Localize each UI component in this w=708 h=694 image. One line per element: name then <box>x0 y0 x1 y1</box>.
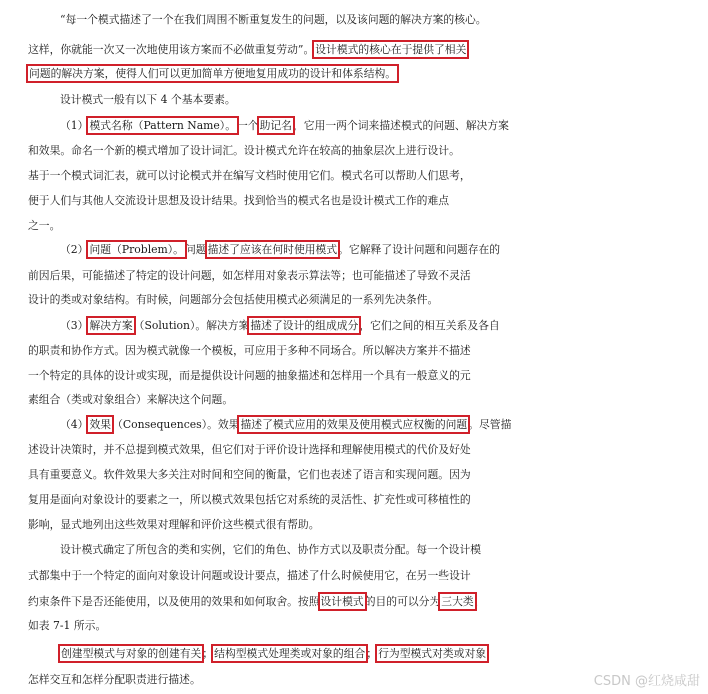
text-segment: 。它解释了设计问题和问题存在的 <box>338 243 501 256</box>
text-segment: 基于一个模式词汇表，就可以讨论模式并在编写文档时使用它们。模式名可以帮助人们思考， <box>28 169 471 182</box>
text-line <box>0 86 708 114</box>
text-line <box>0 112 708 140</box>
text-segment: 之一。 <box>28 219 61 232</box>
text-segment: （4） <box>60 418 89 431</box>
text-segment: 一个 <box>237 119 259 132</box>
text-line <box>0 562 708 590</box>
text-line <box>0 640 708 668</box>
highlighted-phrase: 问题的解决方案，使得人们可以更加简单方便地复用成功的设计和体系结构。 <box>29 67 397 80</box>
text-line <box>0 6 708 34</box>
text-segment: 复用是面向对象设计的要素之一，所以模式效果包括它对系统的灵活性、扩充性或可移植性的 <box>28 493 471 506</box>
text-segment: 式都集中于一个特定的面向对象设计问题或设计要点，描述了什么时候使用它，在另一些设计 <box>28 569 471 582</box>
text-line <box>0 337 708 365</box>
highlighted-phrase: 描述了应该在何时使用模式 <box>207 243 338 256</box>
text-segment: ，它用一两个词来描述模式的问题、解决方案 <box>292 119 509 132</box>
text-segment: 前因后果，可能描述了特定的设计问题，如怎样用对象表示算法等；也可能描述了导致不灵活 <box>28 269 471 282</box>
highlighted-phrase: 三大类 <box>441 595 474 608</box>
watermark: CSDN @红烧咸甜 <box>593 674 700 689</box>
text-line <box>0 236 708 264</box>
highlighted-phrase: 行为型模式对类或对象 <box>378 647 487 660</box>
text-segment: ； <box>202 647 214 660</box>
text-segment: 的职责和协作方式。因为模式就像一个模板，可应用于多种不同场合。所以解决方案并不描述 <box>28 344 471 357</box>
text-line <box>0 312 708 340</box>
text-segment: （Solution）。解决方案 <box>133 319 250 332</box>
text-segment: 便于人们与其他人交流设计思想及设计结果。找到恰当的模式名也是设计模式工作的难点 <box>28 194 450 207</box>
text-segment: 问题 <box>184 243 207 256</box>
text-segment: ； <box>366 647 378 660</box>
text-segment: 设计模式一般有以下 4 个基本要素。 <box>60 93 236 106</box>
text-segment: 设计模式确定了所包含的类和实例，它们的角色、协作方式以及职责分配。每一个设计模 <box>60 543 482 556</box>
highlighted-phrase: 描述了设计的组成成分 <box>250 319 359 332</box>
text-segment: （3） <box>60 319 89 332</box>
text-segment: ，它们之间的相互关系及各自 <box>359 319 500 332</box>
text-segment: 怎样交互和怎样分配职责进行描述。 <box>28 673 201 686</box>
text-segment: 素组合（类或对象组合）来解决这个问题。 <box>28 393 234 406</box>
highlighted-phrase: 结构型模式处理类或对象的组合 <box>214 647 366 660</box>
text-line <box>0 187 708 215</box>
text-segment: ， <box>474 595 486 608</box>
text-segment: 这样，你就能一次又一次地使用该方案而不必做重复劳动”。 <box>28 43 315 56</box>
highlighted-phrase: 解决方案 <box>89 319 133 332</box>
highlighted-phrase: 描述了模式应用的效果及使用模式应权衡的问题 <box>240 418 468 431</box>
text-line <box>0 536 708 564</box>
highlighted-phrase: 模式名称（Pattern Name）。 <box>89 119 236 132</box>
highlighted-phrase: 设计模式 <box>320 595 364 608</box>
text-segment: 的目的可以分为 <box>364 595 441 608</box>
text-line <box>0 137 708 165</box>
highlighted-phrase: 助记名 <box>259 119 292 132</box>
text-line <box>0 436 708 464</box>
highlighted-phrase: 效果 <box>89 418 112 431</box>
text-line <box>0 386 708 414</box>
text-line <box>0 411 708 439</box>
text-segment: 约束条件下是否还能使用，以及使用的效果和如何取舍。按照 <box>28 595 320 608</box>
highlighted-phrase: 设计模式的核心在于提供了相关 <box>315 43 467 56</box>
text-line <box>0 60 708 88</box>
text-segment: 如表 7-1 所示。 <box>28 619 107 632</box>
text-segment: “每一个模式描述了一个在我们周围不断重复发生的问题，以及该问题的解决方案的核心。 <box>60 13 487 26</box>
text-line <box>0 511 708 539</box>
text-line <box>0 612 708 640</box>
text-line <box>0 162 708 190</box>
text-line <box>0 486 708 514</box>
text-segment: 和效果。命名一个新的模式增加了设计词汇。设计模式允许在较高的抽象层次上进行设计。 <box>28 144 460 157</box>
text-segment: （Consequences）。效果 <box>112 418 240 431</box>
text-segment: 述设计决策时，并不总提到模式效果，但它们对于评价设计选择和理解使用模式的代价及好处 <box>28 443 471 456</box>
text-segment: 一个特定的具体的设计或实现，而是提供设计问题的抽象描述和怎样用一个具有一般意义的元 <box>28 369 471 382</box>
text-line <box>0 286 708 314</box>
text-segment: 影响，显式地列出这些效果对理解和评价这些模式很有帮助。 <box>28 518 320 531</box>
text-segment: （2） <box>60 243 89 256</box>
text-segment: 设计的类或对象结构。有时候，问题部分会包括使用模式必须满足的一系列先决条件。 <box>28 293 439 306</box>
text-segment: 。尽管描 <box>468 418 512 431</box>
text-segment: （1） <box>60 119 89 132</box>
highlighted-phrase: 创建型模式与对象的创建有关 <box>61 647 202 660</box>
text-segment: 具有重要意义。软件效果大多关注对时间和空间的衡量，它们也表述了语言和实现问题。因为 <box>28 468 471 481</box>
text-line <box>0 461 708 489</box>
highlighted-phrase: 问题（Problem）。 <box>89 243 184 256</box>
